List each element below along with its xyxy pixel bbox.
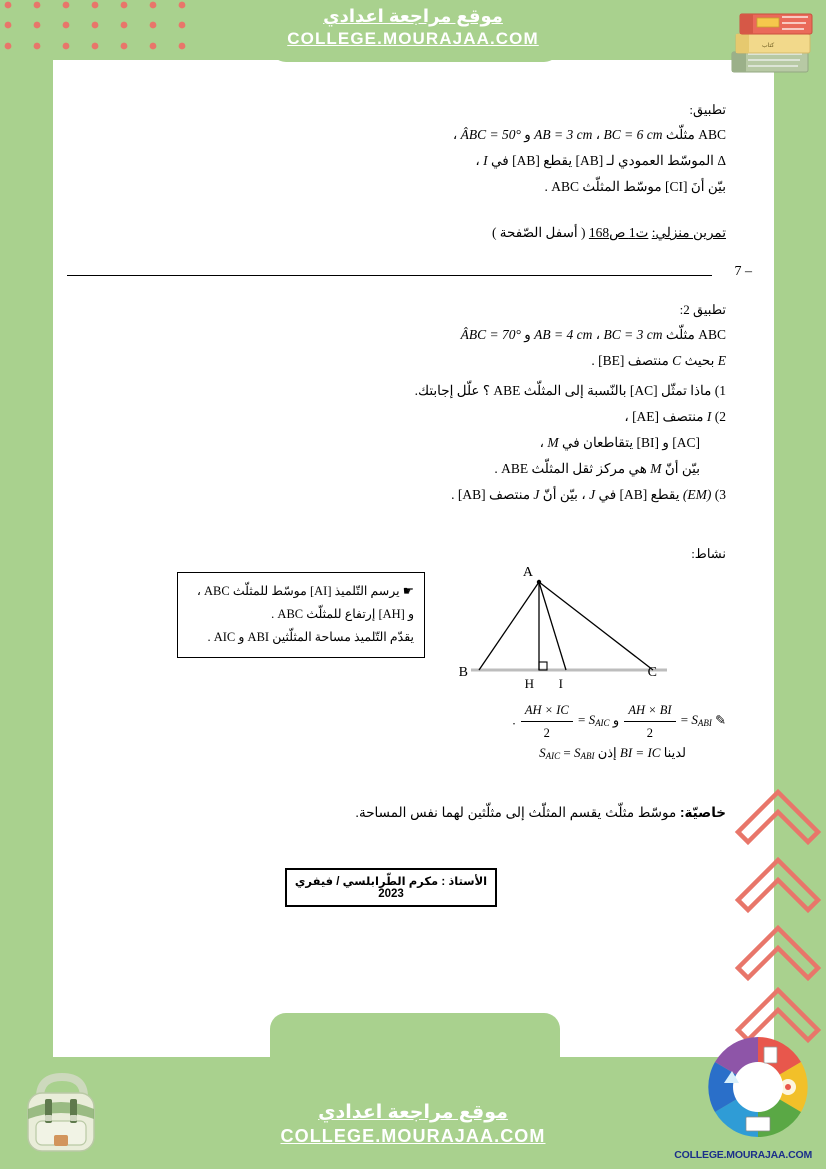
question-1-text-c: ؟ علّل إجابتك. xyxy=(414,383,491,398)
formula-eq-1: = xyxy=(680,712,689,728)
formula-and: و xyxy=(612,712,620,728)
footer-brand-arabic: موقع مراجعة اعدادي xyxy=(318,1102,508,1123)
formula-row-1 xyxy=(53,700,774,743)
worksheet-content xyxy=(53,60,774,1057)
header-brand-arabic: موقع مراجعة اعدادي xyxy=(323,6,503,26)
app1-ab-value: AB = 3 cm xyxy=(534,127,593,142)
donut-caption: COLLEGE.MOURAJAA.COM xyxy=(674,1149,812,1161)
header-brand-url[interactable]: COLLEGE.MOURAJAA.COM xyxy=(287,29,539,48)
question-2-point-i: I xyxy=(706,409,712,424)
formula-fraction-abi xyxy=(624,700,675,743)
triangle-figure xyxy=(458,560,677,695)
app2-point-c: C xyxy=(672,353,682,368)
app2-point-e: E xyxy=(717,353,726,368)
app2-segment-be: [BE] xyxy=(598,353,625,368)
sub1-intersect-text: يتقاطعان في xyxy=(561,435,634,450)
question-3 xyxy=(53,482,774,508)
app1-segment-ci: [CI] xyxy=(664,179,688,194)
question-2-text-a: منتصف xyxy=(662,409,704,424)
sub2-end: . xyxy=(494,461,498,476)
pencil-icon: ✎ xyxy=(715,712,726,728)
formula-row2-eq-bi-ic: BI = IC xyxy=(619,745,661,760)
sub1-segment-bi: [BI] xyxy=(636,435,659,450)
formula-row-2 xyxy=(53,743,774,766)
app1-show-that-text: بيّن أنَ xyxy=(690,179,726,194)
app1-and: و xyxy=(524,127,531,142)
fraction-aic-denominator: 2 xyxy=(543,726,550,740)
teacher-signature-text: الأستاذ : مكرم الطّرابلسي / فيفري 2023 xyxy=(294,876,488,900)
page-divider-rule xyxy=(67,275,712,276)
app2-such-that-text: بحيث xyxy=(684,353,715,368)
homework-reference: ت1 ص168 xyxy=(588,225,649,240)
formula-row1-period: . xyxy=(512,712,516,728)
app1-line3-end: . xyxy=(544,179,548,194)
app1-comma: ، xyxy=(452,127,458,142)
page-number-value: 7 xyxy=(734,264,742,279)
activity-l1-text-b: موسّط للمثلّث xyxy=(232,584,307,598)
footer-brand-url[interactable]: COLLEGE.MOURAJAA.COM xyxy=(280,1126,546,1146)
question-1 xyxy=(53,378,774,404)
formula-row2-s-aic: $S_{AIC}$ xyxy=(539,745,561,761)
question-1-number: 1) xyxy=(714,383,726,398)
application2-label: تطبيق 2: xyxy=(679,302,726,317)
formula-row2-therefore: إذن xyxy=(597,745,617,760)
sub1-and: و xyxy=(662,435,669,450)
sub2-centroid-text: هي مركز ثقل المثلّث xyxy=(531,461,647,476)
question-3-text-a: يقطع xyxy=(650,487,680,502)
activity-l3-end: . xyxy=(207,630,211,644)
formula-fraction-aic xyxy=(521,700,573,743)
svg-text:كتاب: كتاب xyxy=(762,42,775,49)
application1-label: تطبيق: xyxy=(689,102,726,117)
fraction-abi-denominator: 2 xyxy=(646,726,654,740)
question-3-point-j2: J xyxy=(533,487,540,502)
activity-label: نشاط: xyxy=(691,546,726,561)
figure-label-C: C xyxy=(647,665,657,680)
section-application-1 xyxy=(53,98,774,200)
activity-l1-end: ، xyxy=(196,584,201,598)
application1-line-1 xyxy=(53,122,774,148)
sub1-point-m: M xyxy=(547,435,559,450)
sub2-triangle-abe: ABE xyxy=(501,461,529,476)
question-2-sub-line-1 xyxy=(53,430,774,456)
app1-median-text: موسّط المثلّث xyxy=(582,179,662,194)
chevron-decoration xyxy=(734,778,826,1008)
hand-pointer-icon: ☛ xyxy=(402,584,414,598)
question-3-segment-ab2: [AB] xyxy=(457,487,486,502)
app1-angle-value: ÂBC = 50° xyxy=(460,127,521,142)
question-3-number: 3) xyxy=(714,487,726,502)
formula-row2-s-abi: $S_{ABI}$ xyxy=(573,745,595,761)
app1-segment-ab-2: [AB] xyxy=(512,153,540,168)
activity-l1-text-a: يرسم التّلميذ xyxy=(334,584,400,598)
activity-l3-and: و xyxy=(238,630,245,644)
sub2-point-m: M xyxy=(650,461,662,476)
section-application-2 xyxy=(53,298,774,508)
page-number xyxy=(735,264,753,280)
figure-label-I: I xyxy=(558,676,563,691)
app2-and: و xyxy=(524,327,531,342)
activity-instruction-box xyxy=(177,572,425,658)
formula-s-abi-symbol: $S_{ABI}$ xyxy=(691,712,712,729)
figure-label-A: A xyxy=(522,565,533,580)
app1-triangle-name: ABC xyxy=(698,127,726,142)
question-3-point-j: J xyxy=(589,487,596,502)
app1-perp-bisector-text: الموسّط العمودي لـ xyxy=(606,153,714,168)
app1-sep-1: ، xyxy=(595,127,601,142)
page-number-dash: – xyxy=(745,264,752,279)
sub1-end: ، xyxy=(539,435,544,450)
sub2-show-text: بيّن أنّ xyxy=(664,461,700,476)
formula-eq-2: = xyxy=(577,712,586,728)
homework-note: ( أسفل الصّفحة ) xyxy=(491,225,586,240)
app1-triangle-abc: ABC xyxy=(551,179,580,194)
app1-triangle-word: مثلّث xyxy=(665,127,695,142)
app1-line2-end: ، xyxy=(475,153,480,168)
app1-bc-value: BC = 6 cm xyxy=(603,127,663,142)
question-3-line-em: (EM) xyxy=(682,487,712,502)
formula-row2-we-have: لدينا xyxy=(663,745,686,760)
application1-line-3 xyxy=(53,174,774,200)
figure-label-B: B xyxy=(458,665,468,680)
activity-l2-triangle-abc: ABC xyxy=(277,607,304,621)
app2-midpoint-text: منتصف xyxy=(627,353,669,368)
figure-label-H: H xyxy=(524,676,534,691)
app1-at-text: في xyxy=(491,153,509,168)
activity-l3-triangle-abi: ABI xyxy=(247,630,270,644)
sub1-segment-ac: [AC] xyxy=(672,435,700,450)
fraction-abi-numerator: AH × BI xyxy=(624,700,675,722)
activity-l2-and: و xyxy=(407,607,414,621)
application1-line-2 xyxy=(53,148,774,174)
activity-l2-text: إرتفاع للمثلّث xyxy=(306,607,376,621)
app2-sep-1: ، xyxy=(595,327,601,342)
app2-line2-end: . xyxy=(591,353,595,368)
app2-triangle-word: مثلّث xyxy=(665,327,695,342)
activity-box-line-2 xyxy=(188,603,414,626)
activity-l3-text: يقدّم التّلميذ مساحة المثلّثين xyxy=(272,630,414,644)
question-2-number: 2) xyxy=(714,409,726,424)
question-3-text-b: في xyxy=(598,487,617,502)
activity-box-line-1 xyxy=(188,580,414,603)
question-3-text-c: ، بيّن أنّ xyxy=(542,487,586,502)
app1-segment-ab-1: [AB] xyxy=(575,153,604,168)
app2-bc-value: BC = 3 cm xyxy=(603,327,663,342)
teacher-signature-box xyxy=(285,868,497,907)
footer-tab-shape xyxy=(270,1013,560,1061)
question-2-end: ، xyxy=(624,409,629,424)
app2-angle-value: ÂBC = 70° xyxy=(460,327,521,342)
activity-l2-end: . xyxy=(271,607,275,621)
section-homework xyxy=(53,220,774,246)
property-text: موسّط مثلّث يقسم المثلّث إلى مثلّثين لهما نفس المساحة. xyxy=(355,805,677,820)
question-3-segment-ab: [AB] xyxy=(619,487,648,502)
activity-l2-segment-ah: [AH] xyxy=(378,607,405,621)
question-1-text-a: ماذا تمثّل xyxy=(661,383,712,398)
question-2-sub-line-2 xyxy=(53,456,774,482)
question-1-triangle-abe: ABE xyxy=(493,383,521,398)
formula-s-aic-symbol: $S_{AIC}$ xyxy=(588,712,610,729)
homework-label: تمرين منزلي: xyxy=(651,225,726,240)
activity-l1-triangle-abc: ABC xyxy=(204,584,230,598)
property-title: خاصيّة: xyxy=(679,805,726,820)
app1-point-i: I xyxy=(483,153,488,168)
property-statement xyxy=(53,805,774,821)
question-1-text-b: بالنّسبة إلى المثلّث xyxy=(523,383,627,398)
frame-left-band xyxy=(0,0,53,1169)
area-formulas xyxy=(53,700,774,766)
application2-question-list xyxy=(53,378,774,508)
app2-ab-value: AB = 4 cm xyxy=(534,327,593,342)
question-2 xyxy=(53,404,774,430)
application2-line-2 xyxy=(53,348,774,374)
homework-line xyxy=(53,220,774,246)
app1-intersects-text: يقطع xyxy=(543,153,573,168)
footer-brand xyxy=(0,1101,826,1147)
question-3-text-d: منتصف xyxy=(488,487,531,502)
app1-delta-symbol: Δ xyxy=(717,153,726,168)
activity-l1-segment-ai: [AI] xyxy=(309,584,332,598)
activity-box-line-3 xyxy=(188,626,414,649)
app2-triangle-name: ABC xyxy=(698,327,726,342)
question-2-segment-ae: [AE] xyxy=(632,409,660,424)
question-3-end: . xyxy=(451,487,455,502)
question-1-segment-ac: [AC] xyxy=(629,383,658,398)
formula-row2-equals: = xyxy=(563,745,571,760)
activity-l3-triangle-aic: AIC xyxy=(213,630,236,644)
fraction-aic-numerator: AH × IC xyxy=(521,700,573,722)
header-brand xyxy=(0,6,826,49)
application2-line-1 xyxy=(53,322,774,348)
